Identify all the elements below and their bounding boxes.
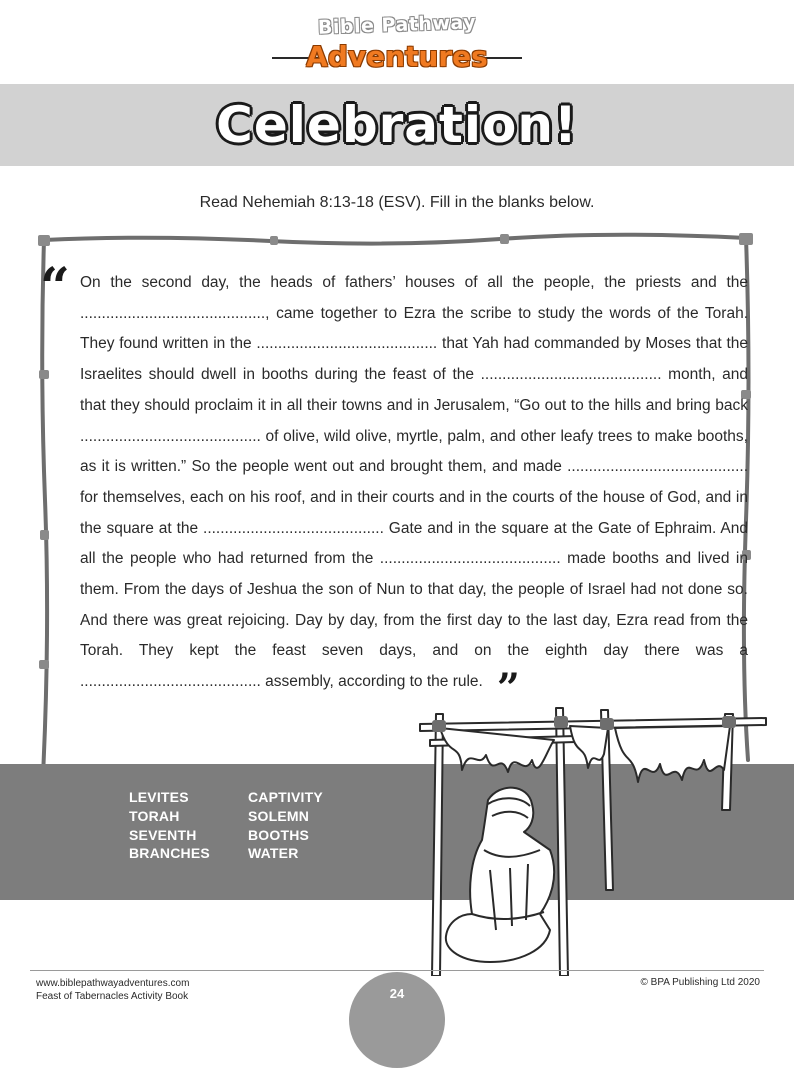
logo-top-text: Bible Pathway: [317, 11, 477, 39]
word-bank-column-1: [129, 788, 210, 863]
word-bank-item: BRANCHES: [129, 845, 210, 862]
instruction-text: Read Nehemiah 8:13-18 (ESV). Fill in the blanks below.: [199, 194, 595, 211]
word-bank-item: SOLEMN: [248, 807, 310, 824]
page-number: 24: [389, 986, 405, 1001]
footer-website: www.biblepathwayadventures.com: [36, 978, 190, 989]
close-quote-mark: ”: [496, 665, 520, 713]
footer-book-title: Feast of Tabernacles Activity Book: [36, 991, 189, 1002]
logo-bottom-text: Adventures: [306, 40, 488, 73]
open-quote-mark: “: [40, 257, 70, 318]
title-band: [0, 84, 794, 166]
page-title: Celebration!: [216, 96, 578, 154]
booth-illustration: [400, 700, 780, 976]
word-bank-item: TORAH: [129, 807, 180, 824]
footer-left: [36, 977, 189, 1003]
word-bank-item: CAPTIVITY: [248, 789, 323, 805]
passage-body: On the second day, the heads of fathers’ houses of all the people, the priests and the ..........................................., came together to Ezra the scribe to study the words of the Torah. They found written in the .......................................... that Yah had commanded by Moses that the Israelites should dwell in booths during the feast of the .......................................... month, and that they should proclaim it in all their towns and in Jerusalem, “Go out to the hills and bring back .......................................... of olive, wild olive, myrtle, palm, and other leafy trees to make booths, as it is written.” So the people went out and brought them, and made .......................................... for themselves, each on his roof, and in their courts and in the courts of the house of God, and in the square at the .......................................... Gate and in the square at the Gate of Ephraim. And all the people who had returned from the .......................................... made booths and lived in them. From the days of Jeshua the son of Nun to that day, the people of Israel had not done so. And there was great rejoicing. Day by day, from the first day to the last day, Ezra read from the Torah. They kept the feast seven days, and on the eighth day there was a .......................................... assembly, according to the rule.: [80, 274, 748, 691]
word-bank-item: BOOTHS: [248, 826, 310, 843]
passage-text: [80, 268, 748, 713]
word-bank-item: LEVITES: [129, 789, 189, 805]
word-bank-item: WATER: [248, 845, 299, 862]
word-bank-column-2: [248, 788, 323, 863]
publisher-logo: [0, 8, 794, 76]
footer-rule: [30, 970, 764, 971]
word-bank-item: SEVENTH: [129, 826, 197, 843]
footer-copyright: © BPA Publishing Ltd 2020: [640, 977, 760, 988]
